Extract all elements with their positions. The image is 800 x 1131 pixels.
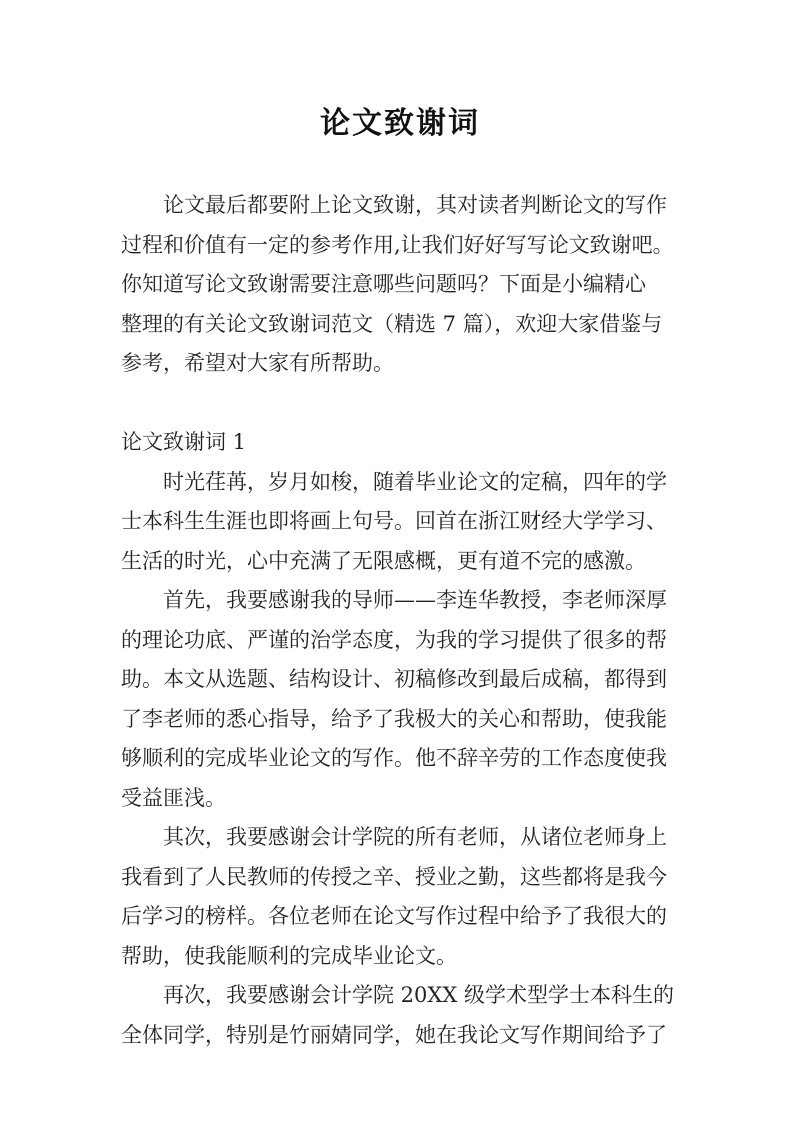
paragraph-line: 帮助，使我能顺利的完成毕业论文。 — [121, 943, 457, 968]
intro-line: 过程和价值有一定的参考作用,让我们好好写写论文致谢吧。 — [121, 232, 674, 257]
section-heading: 论文致谢词 1 — [121, 430, 247, 454]
intro-line: 参考，希望对大家有所帮助。 — [121, 351, 394, 375]
paragraph-line: 的理论功底、严谨的治学态度，为我的学习提供了很多的帮 — [121, 627, 667, 652]
paragraph-line: 士本科生生涯也即将画上句号。回首在浙江财经大学学习、 — [121, 509, 667, 533]
paragraph-line: 够顺利的完成毕业论文的写作。他不辞辛劳的工作态度使我 — [121, 746, 667, 770]
paragraph-line: 生活的时光，心中充满了无限感概，更有道不完的感激。 — [121, 548, 646, 573]
document-title: 论文致谢词 — [320, 106, 480, 141]
body-paragraph — [121, 463, 681, 582]
intro-line: 论文最后都要附上论文致谢，其对读者判断论文的写作 — [163, 193, 667, 217]
intro-line: 整理的有关论文致谢词范文（精选 7 篇），欢迎大家借鉴与 — [121, 311, 663, 336]
document-body — [121, 186, 681, 1055]
intro-paragraph — [121, 186, 681, 384]
spacer — [121, 384, 681, 424]
paragraph-line: 助。本文从选题、结构设计、初稿修改到最后成稿，都得到 — [121, 667, 667, 691]
paragraph-line: 了李老师的悉心指导，给予了我极大的关心和帮助，使我能 — [121, 706, 667, 731]
paragraph-line: 受益匪浅。 — [121, 785, 226, 810]
intro-line: 你知道写论文致谢需要注意哪些问题吗？下面是小编精心 — [121, 272, 646, 296]
body-paragraph — [121, 818, 681, 976]
paragraph-line: 后学习的榜样。各位老师在论文写作过程中给予了我很大的 — [121, 904, 667, 928]
body-paragraph — [121, 581, 681, 818]
paragraph-line: 时光荏苒，岁月如梭，随着毕业论文的定稿，四年的学 — [163, 469, 667, 494]
paragraph-line: 全体同学，特别是竹丽婧同学，她在我论文写作期间给予了 — [121, 1022, 667, 1047]
paragraph-line: 我看到了人民教师的传授之辛、授业之勤，这些都将是我今 — [121, 864, 667, 889]
body-paragraph — [121, 976, 681, 1055]
paragraph-line: 首先，我要感谢我的导师——李连华教授，李老师深厚 — [163, 588, 667, 612]
paragraph-line: 其次，我要感谢会计学院的所有老师，从诸位老师身上 — [163, 825, 667, 849]
paragraph-line: 再次，我要感谢会计学院 20XX 级学术型学士本科生的 — [163, 983, 674, 1007]
